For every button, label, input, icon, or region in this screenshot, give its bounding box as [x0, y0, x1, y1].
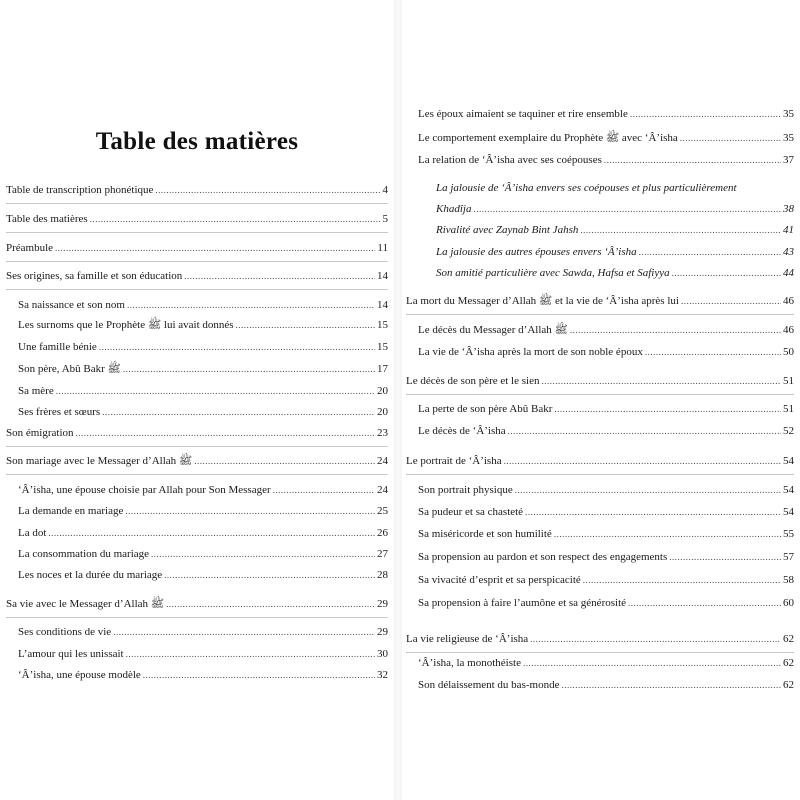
toc-chapter[interactable] — [406, 374, 794, 388]
section-divider — [406, 314, 794, 315]
toc-entry[interactable] — [418, 131, 794, 145]
dot-leader — [164, 568, 375, 582]
section-divider — [6, 203, 388, 204]
toc-entry[interactable] — [18, 298, 388, 312]
toc-entry[interactable] — [418, 550, 794, 564]
toc-chapter[interactable] — [406, 294, 794, 308]
toc-page-number: 62 — [783, 657, 794, 669]
dot-leader — [127, 298, 375, 312]
toc-entry-label: Ses conditions de vie — [18, 626, 112, 638]
toc-entry-label: Sa mère — [18, 385, 54, 397]
toc-entry[interactable] — [18, 318, 388, 332]
toc-entry[interactable] — [18, 384, 388, 398]
toc-entry[interactable] — [418, 345, 794, 359]
toc-entry-label: La dot — [18, 527, 47, 539]
dot-leader — [541, 374, 781, 388]
toc-page-number: 29 — [377, 598, 388, 610]
toc-entry[interactable] — [436, 266, 794, 280]
dot-leader — [669, 550, 781, 564]
dot-leader — [570, 323, 781, 337]
toc-entry-label: La vie religieuse de ‘Â’isha — [406, 633, 529, 645]
toc-entry-label: Son amitié particulière avec Sawda, Hafsa et Safiyya — [436, 267, 670, 279]
toc-page-number: 26 — [377, 527, 388, 539]
dot-leader — [125, 504, 375, 518]
dot-leader — [102, 405, 375, 419]
dot-leader — [525, 505, 781, 519]
dot-leader — [76, 426, 375, 440]
toc-entry-label: La jalousie des autres épouses envers ‘Â’isha — [436, 246, 637, 258]
toc-entry-label: Son portrait physique — [418, 484, 513, 496]
toc-page-number: 11 — [377, 242, 388, 254]
toc-entry-label: L’amour qui les unissait — [18, 648, 124, 660]
toc-entry[interactable] — [18, 526, 388, 540]
toc-page-number: 46 — [783, 295, 794, 307]
dot-leader — [90, 212, 381, 226]
toc-page-number: 54 — [783, 484, 794, 496]
toc-entry-label: Sa propension au pardon et son respect des engagements — [418, 551, 668, 563]
toc-page-number: 35 — [783, 108, 794, 120]
dot-leader — [604, 153, 781, 167]
toc-page-number: 5 — [382, 213, 388, 225]
page-title: Table des matières — [95, 128, 299, 155]
toc-page-number: 57 — [783, 551, 794, 563]
toc-entry[interactable] — [18, 483, 388, 497]
toc-entry[interactable] — [418, 656, 794, 670]
toc-entry-label: Le décès du Messager d’Allah ﷺ — [418, 324, 568, 336]
dot-leader — [523, 656, 781, 670]
dot-leader — [151, 547, 375, 561]
section-divider — [6, 474, 388, 475]
toc-page-number: 51 — [783, 375, 794, 387]
toc-entry-label: ‘Â’isha, une épouse choisie par Allah pour Son Messager — [18, 484, 271, 496]
toc-entry-label: Sa pudeur et sa chasteté — [418, 506, 524, 518]
toc-entry[interactable] — [418, 153, 794, 167]
dot-leader — [680, 131, 781, 145]
toc-entry-label: ‘Â’isha, la monothéiste — [418, 657, 521, 669]
toc-page-number: 46 — [783, 324, 794, 336]
dot-leader — [561, 678, 781, 692]
toc-page-number: 37 — [783, 154, 794, 166]
toc-entry-label: Préambule — [6, 242, 54, 254]
toc-entry[interactable] — [418, 505, 794, 519]
toc-page-number: 50 — [783, 346, 794, 358]
toc-entry-label: Les époux aimaient se taquiner et rire ensemble — [418, 108, 628, 120]
toc-entry-label: Son délaissement du bas-monde — [418, 679, 560, 691]
dot-leader — [515, 483, 781, 497]
toc-entry[interactable] — [18, 647, 388, 661]
toc-page-number: 15 — [377, 341, 388, 353]
dot-leader — [681, 294, 781, 308]
dot-leader — [56, 384, 375, 398]
toc-page-number: 62 — [783, 679, 794, 691]
toc-entry[interactable] — [436, 245, 794, 259]
toc-entry-label: Rivalité avec Zaynab Bint Jahsh — [436, 224, 579, 236]
dot-leader — [123, 362, 375, 376]
toc-entry-label: Ses origines, sa famille et son éducation — [6, 270, 183, 282]
toc-entry-label: Le portrait de ‘Â’isha — [406, 455, 502, 467]
toc-entry[interactable] — [436, 223, 794, 237]
toc-page-number: 14 — [377, 270, 388, 282]
toc-entry[interactable] — [18, 625, 388, 639]
toc-entry-label: Sa naissance et son nom — [18, 299, 125, 311]
toc-entry[interactable] — [418, 596, 794, 610]
dot-leader — [194, 454, 375, 468]
dot-leader — [530, 632, 781, 646]
dot-leader — [554, 402, 781, 416]
toc-entry-label: Le décès de ‘Â’isha — [418, 425, 506, 437]
toc-page-number: 30 — [377, 648, 388, 660]
toc-entry[interactable] — [18, 504, 388, 518]
dot-leader — [672, 266, 781, 280]
toc-entry[interactable] — [18, 405, 388, 419]
toc-entry[interactable] — [418, 402, 794, 416]
toc-page-number: 58 — [783, 574, 794, 586]
toc-page-number: 28 — [377, 569, 388, 581]
toc-entry[interactable] — [436, 202, 794, 216]
toc-page-number: 32 — [377, 669, 388, 681]
toc-entry[interactable] — [418, 483, 794, 497]
dot-leader — [508, 424, 781, 438]
dot-leader — [583, 573, 781, 587]
toc-entry-label: Sa propension à faire l’aumône et sa générosité — [418, 597, 627, 609]
toc-entry[interactable] — [418, 323, 794, 337]
right-page — [402, 0, 800, 800]
toc-page-number: 54 — [783, 455, 794, 467]
dot-leader — [554, 527, 781, 541]
toc-entry-label: Son mariage avec le Messager d’Allah ﷺ — [6, 455, 193, 467]
book-gutter — [394, 0, 402, 800]
toc-entry[interactable] — [418, 424, 794, 438]
toc-entry[interactable] — [418, 107, 794, 121]
toc-page-number: 38 — [783, 203, 794, 215]
toc-entry-label: Khadîja — [436, 203, 472, 215]
dot-leader — [143, 668, 375, 682]
toc-page-number: 25 — [377, 505, 388, 517]
toc-page-number: 4 — [382, 184, 388, 196]
toc-page-number: 27 — [377, 548, 388, 560]
toc-entry-label: Les noces et la durée du mariage — [18, 569, 163, 581]
toc-entry-label: La consommation du mariage — [18, 548, 150, 560]
toc-entry-label: Sa vivacité d’esprit et sa perspicacité — [418, 574, 581, 586]
section-divider — [406, 394, 794, 395]
dot-leader — [645, 345, 781, 359]
toc-page-number: 29 — [377, 626, 388, 638]
toc-page-number: 43 — [783, 246, 794, 258]
toc-entry[interactable] — [418, 678, 794, 692]
toc-entry-label: Sa miséricorde et son humilité — [418, 528, 552, 540]
toc-entry-label: La jalousie de ‘Â’isha envers ses coépouses et plus particulièrement — [436, 182, 737, 194]
toc-entry-label: Son père, Abû Bakr ﷺ — [18, 363, 121, 375]
toc-entry[interactable] — [18, 568, 388, 582]
dot-leader — [580, 223, 781, 237]
dot-leader — [184, 269, 375, 283]
toc-page-number: 52 — [783, 425, 794, 437]
dot-leader — [630, 107, 781, 121]
dot-leader — [473, 202, 781, 216]
toc-page-number: 24 — [377, 455, 388, 467]
toc-entry-label: La demande en mariage — [18, 505, 124, 517]
toc-page-number: 62 — [783, 633, 794, 645]
dot-leader — [48, 526, 375, 540]
toc-page-number: 14 — [377, 299, 388, 311]
section-divider — [6, 232, 388, 233]
toc-chapter[interactable] — [6, 212, 388, 226]
section-divider — [6, 446, 388, 447]
toc-entry-label: Le décès de son père et le sien — [406, 375, 540, 387]
toc-page-number: 20 — [377, 385, 388, 397]
toc-entry-label: Table des matières — [6, 213, 88, 225]
toc-page-number: 41 — [783, 224, 794, 236]
toc-page-number: 17 — [377, 363, 388, 375]
toc-entry[interactable] — [18, 340, 388, 354]
toc-chapter[interactable] — [6, 269, 388, 283]
toc-chapter[interactable] — [6, 454, 388, 468]
toc-chapter[interactable] — [406, 454, 794, 468]
toc-entry[interactable] — [418, 527, 794, 541]
toc-chapter[interactable] — [6, 426, 388, 440]
toc-page-number: 51 — [783, 403, 794, 415]
toc-page-number: 20 — [377, 406, 388, 418]
toc-page-number: 15 — [377, 319, 388, 331]
dot-leader — [113, 625, 375, 639]
dot-leader — [504, 454, 781, 468]
toc-entry-label: La perte de son père Abû Bakr — [418, 403, 553, 415]
toc-entry[interactable] — [18, 362, 388, 376]
toc-entry-label: Table de transcription phonétique — [6, 184, 154, 196]
section-divider — [6, 289, 388, 290]
toc-entry[interactable] — [18, 547, 388, 561]
section-divider — [6, 261, 388, 262]
toc-page-number: 54 — [783, 506, 794, 518]
toc-chapter[interactable] — [406, 632, 794, 646]
toc-entry-label: Son émigration — [6, 427, 74, 439]
toc-page-number: 60 — [783, 597, 794, 609]
toc-entry-label: La mort du Messager d’Allah ﷺ et la vie de ‘Â’isha après lui — [406, 295, 679, 307]
dot-leader — [639, 245, 781, 259]
toc-entry-label: ‘Â’isha, une épouse modèle — [18, 669, 141, 681]
section-divider — [6, 617, 388, 618]
toc-page-number: 35 — [783, 132, 794, 144]
section-divider — [406, 652, 794, 653]
dot-leader — [55, 241, 375, 255]
toc-entry[interactable] — [18, 668, 388, 682]
dot-leader — [166, 597, 375, 611]
dot-leader — [126, 647, 375, 661]
toc-page-number: 23 — [377, 427, 388, 439]
toc-entry[interactable] — [418, 573, 794, 587]
toc-entry-label: Les surnoms que le Prophète ﷺ lui avait donnés — [18, 319, 234, 331]
toc-entry-label: Ses frères et sœurs — [18, 406, 101, 418]
dot-leader — [99, 340, 375, 354]
toc-entry-label: La vie de ‘Â’isha après la mort de son noble époux — [418, 346, 643, 358]
left-page — [0, 0, 394, 800]
toc-chapter[interactable] — [6, 597, 388, 611]
section-divider — [406, 474, 794, 475]
toc-entry-label: Sa vie avec le Messager d’Allah ﷺ — [6, 598, 165, 610]
toc-chapter[interactable] — [6, 241, 388, 255]
dot-leader — [155, 183, 380, 197]
dot-leader — [273, 483, 375, 497]
toc-entry-label: Le comportement exemplaire du Prophète ﷺ avec ‘Â’isha — [418, 132, 678, 144]
toc-entry-label: Une famille bénie — [18, 341, 97, 353]
dot-leader — [628, 596, 781, 610]
toc-page-number: 55 — [783, 528, 794, 540]
dot-leader — [236, 318, 375, 332]
toc-chapter[interactable] — [6, 183, 388, 197]
toc-entry-label: La relation de ‘Â’isha avec ses coépouses — [418, 154, 602, 166]
toc-page-number: 44 — [783, 267, 794, 279]
toc-page-number: 24 — [377, 484, 388, 496]
